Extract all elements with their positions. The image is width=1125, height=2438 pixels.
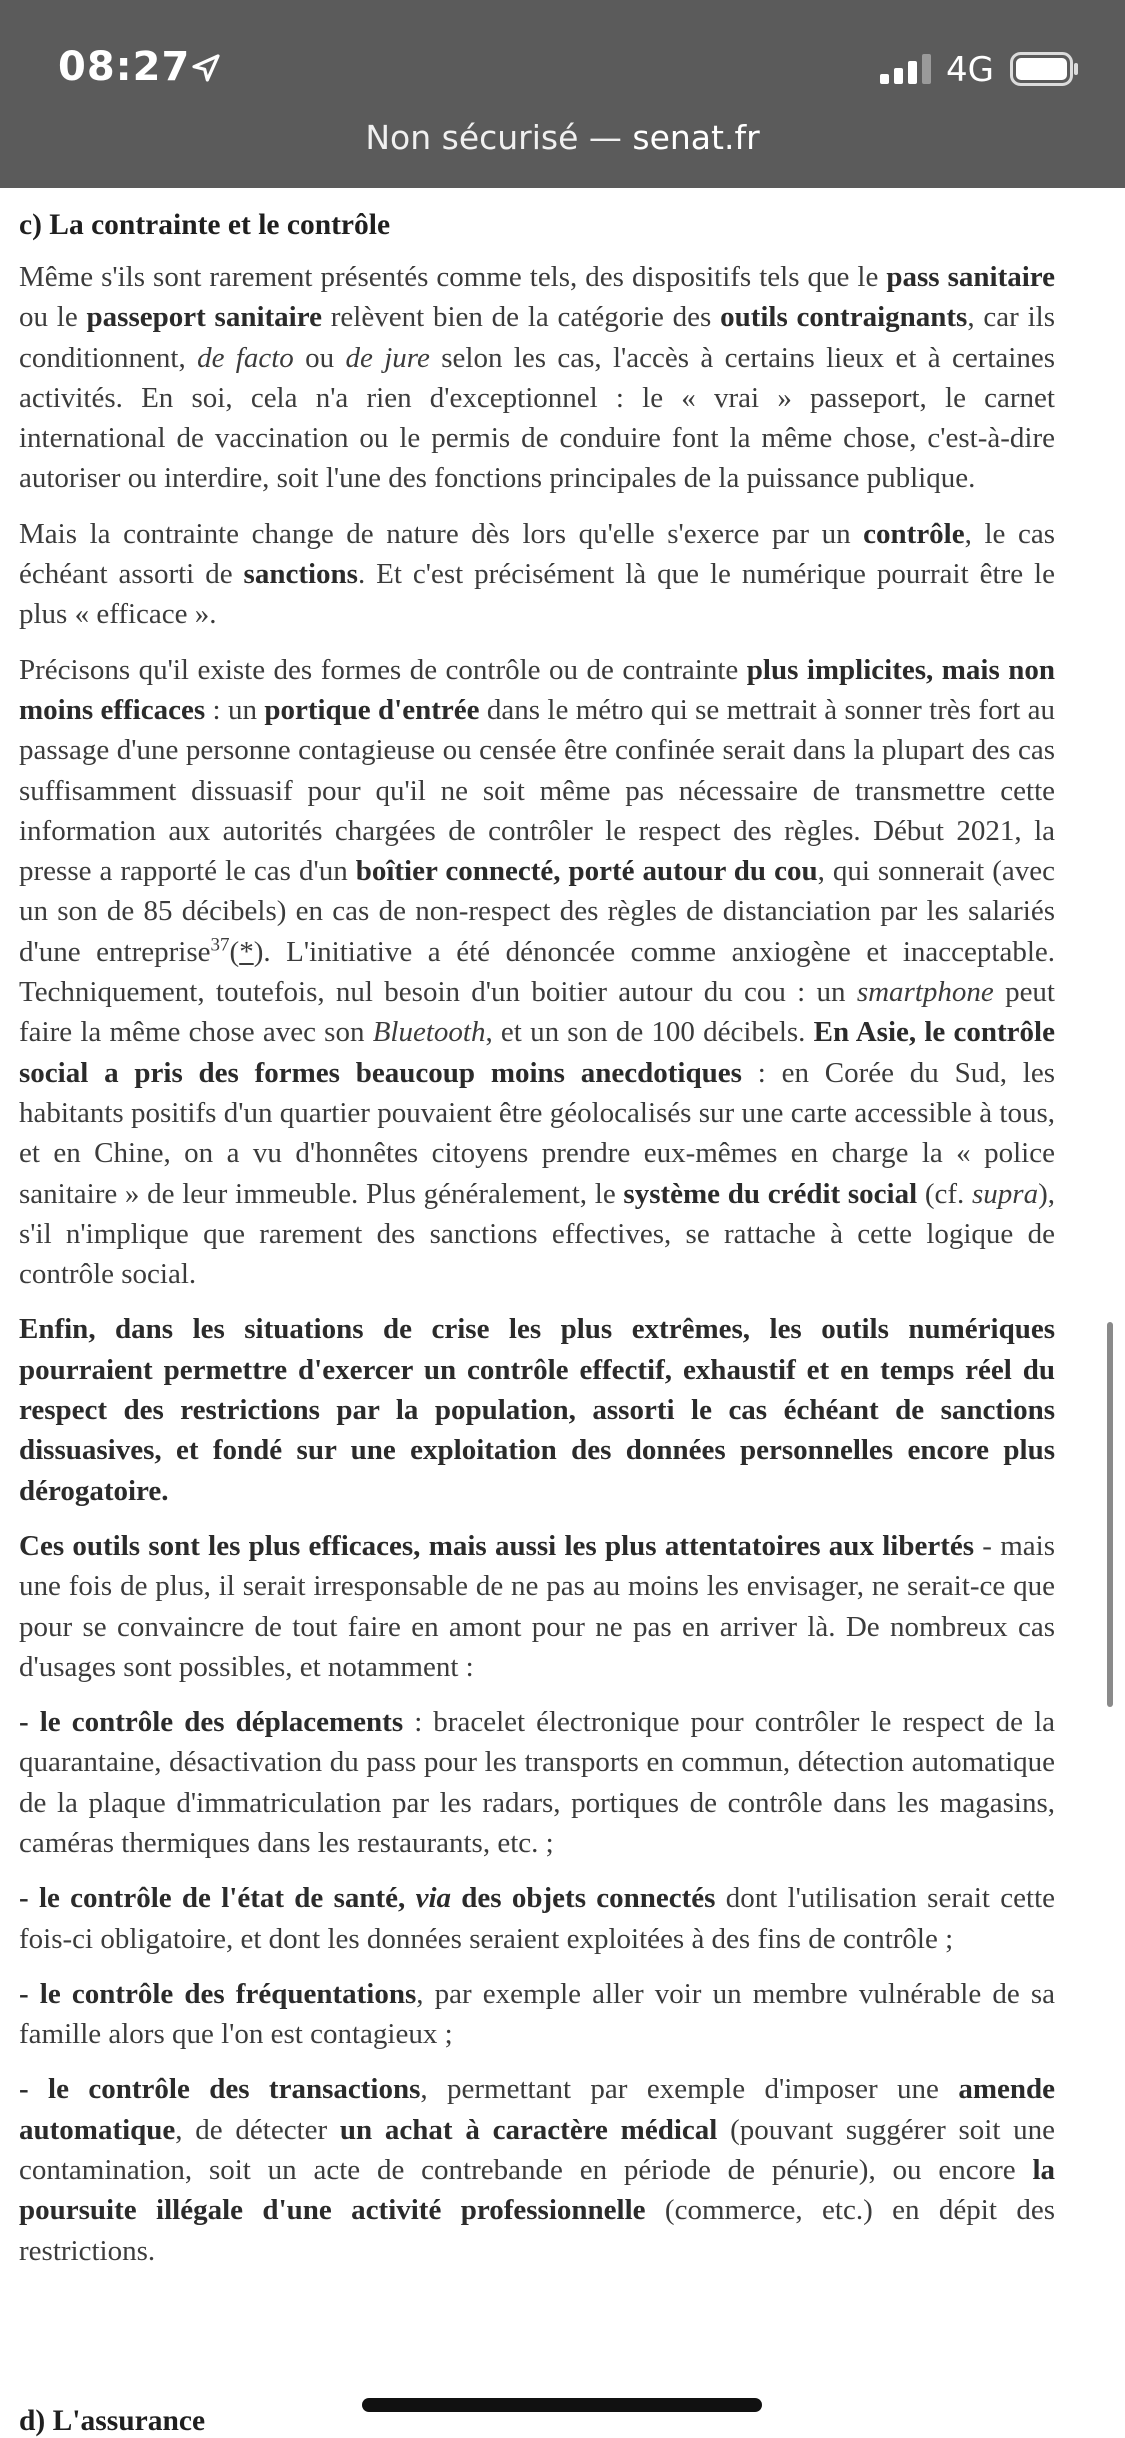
list-item-etat-de-sante: - le contrôle de l'état de santé, via des objets connectés dont l'utilisation serait cette fois-ci obligatoire, et dont les données seraient exploitées à des fins de contrôle ; <box>19 1882 1055 1955</box>
status-time: 08:27 <box>58 44 191 90</box>
list-item-transactions: - le contrôle des transactions, permettant par exemple d'imposer une amende automatique, de détecter un achat à caractère médical (pouvant suggérer soit une contamination, soit un acte de contrebande en période de pénurie), ou encore la poursuite illégale d'une activité professionnelle (commerce, etc.) en dépit des restrictions. <box>19 2073 1056 2267</box>
battery-icon <box>1010 52 1080 86</box>
scrollbar[interactable] <box>1107 1322 1113 1707</box>
paragraph-3: Précisons qu'il existe des formes de contrôle ou de contrainte plus implicites, mais non moins efficaces : un portique d'entrée dans le métro qui se mettrait à sonner très fort au passage d'une personne contagieuse ou censée être confinée serait dans la plupart des cas suffisamment dissuasif pour qu'il ne soit même pas nécessaire de transmettre cette information aux autorités chargées de contrôler le respect des règles. Début 2021, la presse a rapporté le cas d'un boîtier connecté, porté autour du cou, qui sonnerait (avec un son de 85 décibels) en cas de non-respect des règles de distanciation par les salariés d'une entreprise$^{37}$(*). L'initiative a été dénoncée comme anxiogène et inacceptable. Techniquement, toutefois, nul besoin d'un boitier autour du cou : un smartphone peut faire la même chose avec son Bluetooth, et un son de 100 décibels. En Asie, le contrôle social a pris des formes beaucoup moins anecdotiques : en Corée du Sud, les habitants positifs d'un quartier pouvaient être géolocalisés sur une carte accessible à tous, et en Chine, on a vu d'honnêtes citoyens prendre eux-mêmes en charge la « police sanitaire » de leur immeuble. Plus généralement, le système du crédit social (cf. supra), s'il n'implique que rarement des sanctions effectives, se rattache à cette logique de contrôle social. <box>19 653 1056 1291</box>
paragraph-4: Enfin, dans les situations de crise les plus extrêmes, les outils numériques pourraient permettre d'exercer un contrôle effectif, exhaustif et en temps réel du respect des restrictions par la population, assorti le cas échéant de sanctions dissuasives, et fondé sur une exploitation des données personnelles encore plus dérogatoire. <box>19 1313 1055 1507</box>
article-content <box>19 190 1055 2286</box>
security-label: Non sécurisé — <box>365 118 633 157</box>
list-item-frequentations: - le contrôle des fréquentations, par exemple aller voir un membre vulnérable de sa famille alors que l'on est contagieux ; <box>19 1977 1055 2051</box>
address-bar[interactable] <box>0 118 1125 157</box>
footnote-number: 37 <box>210 934 230 956</box>
footnote-link[interactable]: * <box>239 935 254 968</box>
cellular-signal-icon <box>880 54 936 84</box>
url-host: senat.fr <box>632 118 760 157</box>
paragraph-1: Même s'ils sont rarement présentés comme tels, des dispositifs tels que le pass sanitaire ou le passeport sanitaire relèvent bien de la catégorie des outils contraignants, car ils conditionnent, de facto ou de jure selon les cas, l'accès à certains lieux et à certaines activités. En soi, cela n'a rien d'exceptionnel : le « vrai » passeport, le carnet international de vaccination ou le permis de conduire font la même chose, c'est-à-dire autoriser ou interdire, soit l'une des fonctions principales de la puissance publique. <box>19 261 1056 495</box>
list-item-deplacements: - le contrôle des déplacements : bracelet électronique pour contrôler le respect de la quarantaine, désactivation du pass pour les transports en commun, détection automatique de la plaque d'immatriculation par les radars, portiques de contrôle dans les magasins, caméras thermiques dans les restaurants, etc. ; <box>19 1706 1056 1859</box>
paragraph-2: Mais la contrainte change de nature dès lors qu'elle s'exerce par un contrôle, le cas échéant assorti de sanctions. Et c'est précisément là que le numérique pourrait être le plus « efficace ». <box>19 517 1055 631</box>
section-heading-c: c) La contrainte et le contrôle <box>19 209 391 241</box>
home-indicator[interactable] <box>362 2398 762 2412</box>
network-type: 4G <box>946 50 994 90</box>
location-arrow-icon <box>190 52 222 84</box>
section-heading-d: d) L'assurance <box>19 2405 206 2437</box>
paragraph-5: Ces outils sont les plus efficaces, mais aussi les plus attentatoires aux libertés - mais une fois de plus, il serait irresponsable de ne pas au moins les envisager, ne serait-ce que pour se convaincre de tout faire en amont pour ne pas en arriver là. De nombreux cas d'usages sont possibles, et notamment : <box>19 1529 1055 1683</box>
browser-top-bar <box>0 0 1125 188</box>
